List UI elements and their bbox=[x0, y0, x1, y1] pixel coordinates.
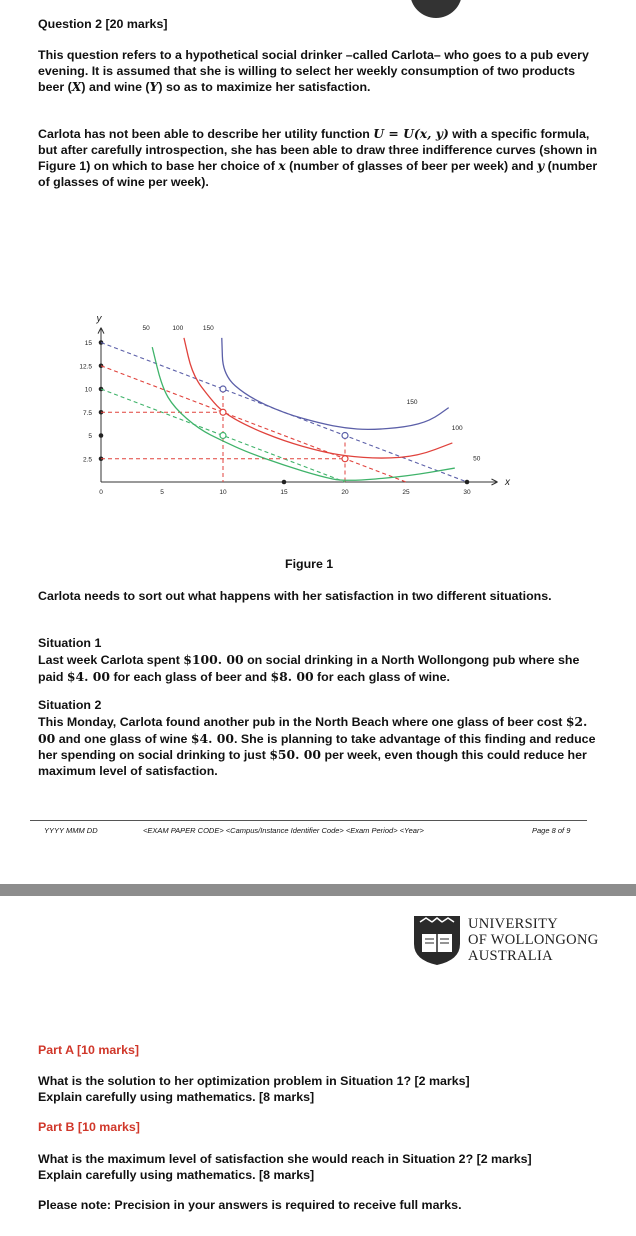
curve-top-label: 100 bbox=[172, 325, 184, 333]
curve-label-100: 100 bbox=[451, 424, 463, 432]
intro-paragraph: This question refers to a hypothetical social drinker –called Carlota– who goes to a pub every evening. It is assumed that she is willing to select her weekly consumption of two products beer (X) and wine (Y) so as to maximize her satisfaction. bbox=[38, 48, 589, 94]
x-tick-label: 0 bbox=[99, 489, 103, 496]
footer-exam-code: <EXAM PAPER CODE> <Campus/Instance Identifier Code> <Exam Period> <Year> bbox=[143, 826, 424, 835]
situation-1-title: Situation 1 bbox=[38, 636, 102, 650]
part-b-title: Part B [10 marks] bbox=[38, 1120, 140, 1134]
tangency-point bbox=[342, 456, 348, 462]
university-crest-icon bbox=[412, 914, 462, 966]
situations-intro: Carlota needs to sort out what happens with her satisfaction in two different situations. bbox=[38, 589, 552, 603]
y-axis-label: y bbox=[96, 313, 102, 325]
situation-2-text: This Monday, Carlota found another pub in the North Beach where one glass of beer cost $2. 00 and one glass of wine $4. 00. She is planning to take advantage of this finding and reduce her spending on social drinking to just $50. 00 per week, even though this could reduce her maximum level of satisfaction. bbox=[38, 714, 596, 778]
y-tick-label: 12.5 bbox=[79, 363, 92, 371]
utility-paragraph: Carlota has not been able to describe her utility function U = U(x, y) with a specific formula, but after carefully introspection, she has been able to draw three indifference curves (shown in Figure 1) on which to base her choice of x (number of glasses of beer per week) and y (number of glasses of wine per week). bbox=[38, 126, 598, 189]
part-b-question: What is the maximum level of satisfaction she would reach in Situation 2? [2 marks] Explain carefully using mathematics. [8 marks] bbox=[38, 1152, 532, 1182]
tangency-point bbox=[220, 433, 226, 439]
footer-divider bbox=[30, 820, 587, 821]
x-tick-label: 20 bbox=[341, 489, 349, 496]
x-axis-dot bbox=[282, 480, 287, 485]
tangency-point bbox=[220, 409, 226, 415]
budget-line-red bbox=[101, 366, 406, 482]
x-tick-label: 30 bbox=[463, 489, 471, 496]
x-tick-label: 25 bbox=[402, 489, 410, 496]
question-title: Question 2 [20 marks] bbox=[38, 17, 168, 31]
y-tick-label: 2.5 bbox=[82, 456, 92, 464]
figure-caption: Figure 1 bbox=[285, 557, 334, 571]
university-logo bbox=[412, 914, 632, 970]
situation-1-text: Last week Carlota spent $100. 00 on social drinking in a North Wollongong pub where she paid $4. 00 for each glass of beer and $8. 00 for each glass of wine. bbox=[38, 652, 580, 684]
tangency-point bbox=[220, 386, 226, 392]
y-tick-label: 7.5 bbox=[82, 409, 92, 417]
part-a-question: What is the solution to her optimization problem in Situation 1? [2 marks] Explain carefully using mathematics. [8 marks] bbox=[38, 1074, 470, 1104]
situation-2-title: Situation 2 bbox=[38, 698, 102, 712]
university-name: UNIVERSITY OF WOLLONGONG AUSTRALIA bbox=[468, 916, 599, 964]
curve-label-150: 150 bbox=[406, 398, 418, 406]
tangency-point bbox=[342, 433, 348, 439]
curve-label-50: 50 bbox=[473, 455, 481, 463]
y-tick-label: 15 bbox=[84, 340, 92, 347]
y-axis-dot bbox=[99, 433, 104, 438]
university-crest-partial bbox=[410, 0, 462, 18]
exam-page-9 bbox=[0, 896, 636, 1236]
part-a-title: Part A [10 marks] bbox=[38, 1043, 140, 1057]
x-tick-label: 10 bbox=[219, 489, 227, 496]
precision-note: Please note: Precision in your answers is required to receive full marks. bbox=[38, 1198, 462, 1212]
x-tick-label: 5 bbox=[160, 489, 164, 496]
x-tick-label: 15 bbox=[280, 489, 288, 496]
y-tick-label: 10 bbox=[84, 386, 92, 394]
x-axis-label: x bbox=[505, 477, 510, 488]
curve-top-label: 50 bbox=[142, 325, 150, 333]
page-separator bbox=[0, 884, 636, 896]
y-tick-label: 5 bbox=[88, 433, 92, 440]
curve-top-label: 150 bbox=[202, 325, 214, 333]
indifference-curves-chart bbox=[0, 240, 636, 560]
footer-page-number: Page 8 of 9 bbox=[532, 826, 571, 835]
footer-date: YYYY MMM DD bbox=[44, 826, 98, 835]
indifference-curve-150 bbox=[222, 338, 449, 430]
